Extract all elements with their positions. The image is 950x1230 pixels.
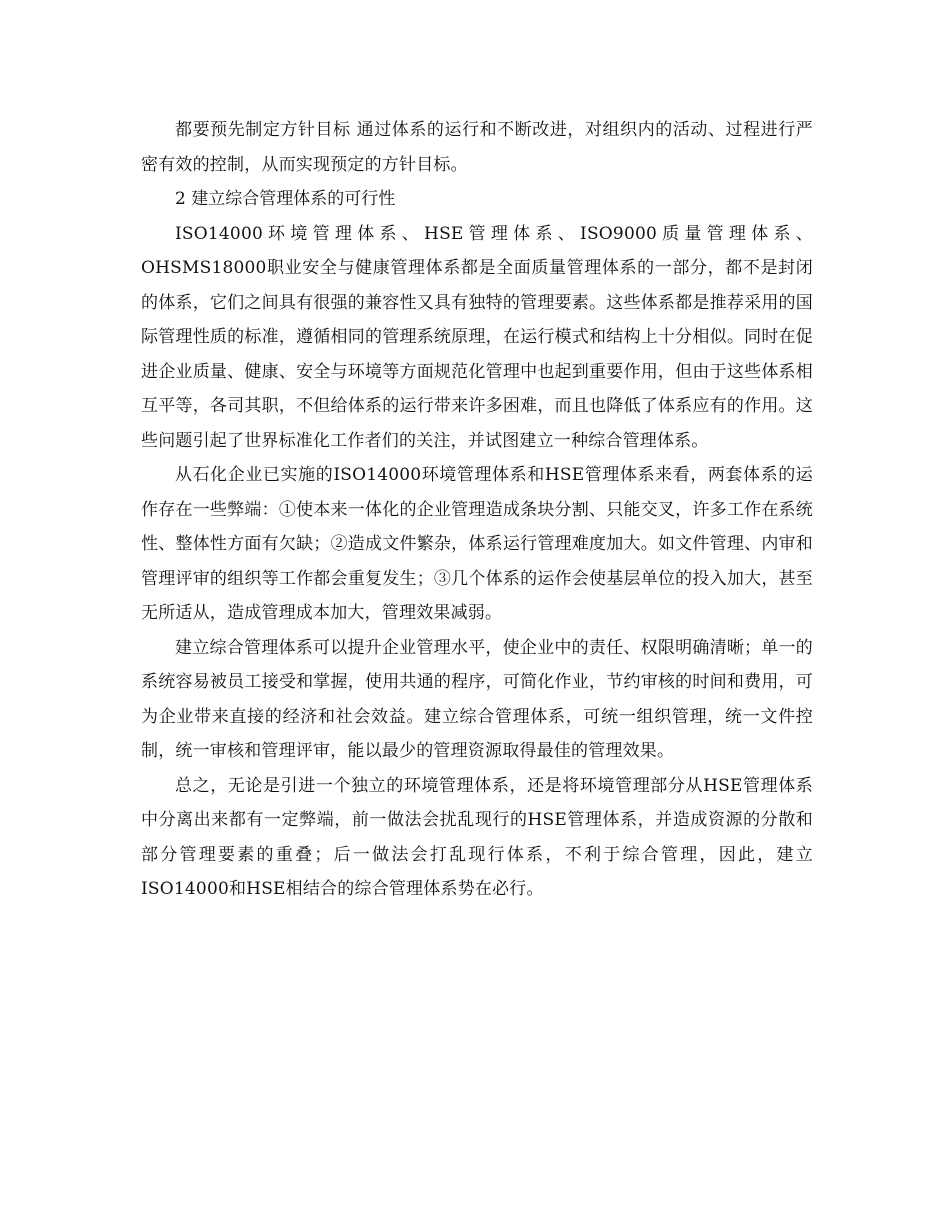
paragraph-conclusion: 总之，无论是引进一个独立的环境管理体系，还是将环境管理部分从HSE管理体系中分离出来都有一定弊端，前一做法会扰乱现行的HSE管理体系，并造成资源的分散和部分管理要素的重叠；后一做法会打乱现行体系，不利于综合管理，因此，建立ISO14000和HSE相结合的综合管理体系势在必行。	[141, 775, 813, 899]
section-heading-feasibility: 2 建立综合管理体系的可行性	[175, 189, 396, 209]
document-body	[141, 113, 813, 907]
paragraph-benefits: 建立综合管理体系可以提升企业管理水平，使企业中的责任、权限明确清晰；单一的系统容易被员工接受和掌握，使用共通的程序，可简化作业，节约审核的时间和费用，可为企业带来直接的经济和社会效益。建立综合管理体系，可统一组织管理，统一文件控制，统一审核和管理评审，能以最少的管理资源取得最佳的管理效果。	[141, 637, 813, 761]
paragraph-compatibility: ISO14000环境管理体系、HSE管理体系、ISO9000质量管理体系、OHSMS18000职业安全与健康管理体系都是全面质量管理体系的一部分，都不是封闭的体系，它们之间具有很强的兼容性又具有独特的管理要素。这些体系都是推荐采用的国际管理性质的标准，遵循相同的管理系统原理，在运行模式和结构上十分相似。同时在促进企业质量、健康、安全与环境等方面规范化管理中也起到重要作用，但由于这些体系相互平等，各司其职，不但给体系的运行带来许多困难，而且也降低了体系应有的作用。这些问题引起了世界标准化工作者们的关注，并试图建立一种综合管理体系。	[141, 223, 813, 451]
paragraph-drawbacks: 从石化企业已实施的ISO14000环境管理体系和HSE管理体系来看，两套体系的运作存在一些弊端：①使本来一体化的企业管理造成条块分割、只能交叉，许多工作在系统性、整体性方面有欠缺；②造成文件繁杂，体系运行管理难度加大。如文件管理、内审和管理评审的组织等工作都会重复发生；③几个体系的运作会使基层单位的投入加大，甚至无所适从，造成管理成本加大，管理效果减弱。	[141, 465, 813, 623]
paragraph-intro-continuation: 都要预先制定方针目标 通过体系的运行和不断改进，对组织内的活动、过程进行严密有效的控制，从而实现预定的方针目标。	[141, 120, 813, 175]
